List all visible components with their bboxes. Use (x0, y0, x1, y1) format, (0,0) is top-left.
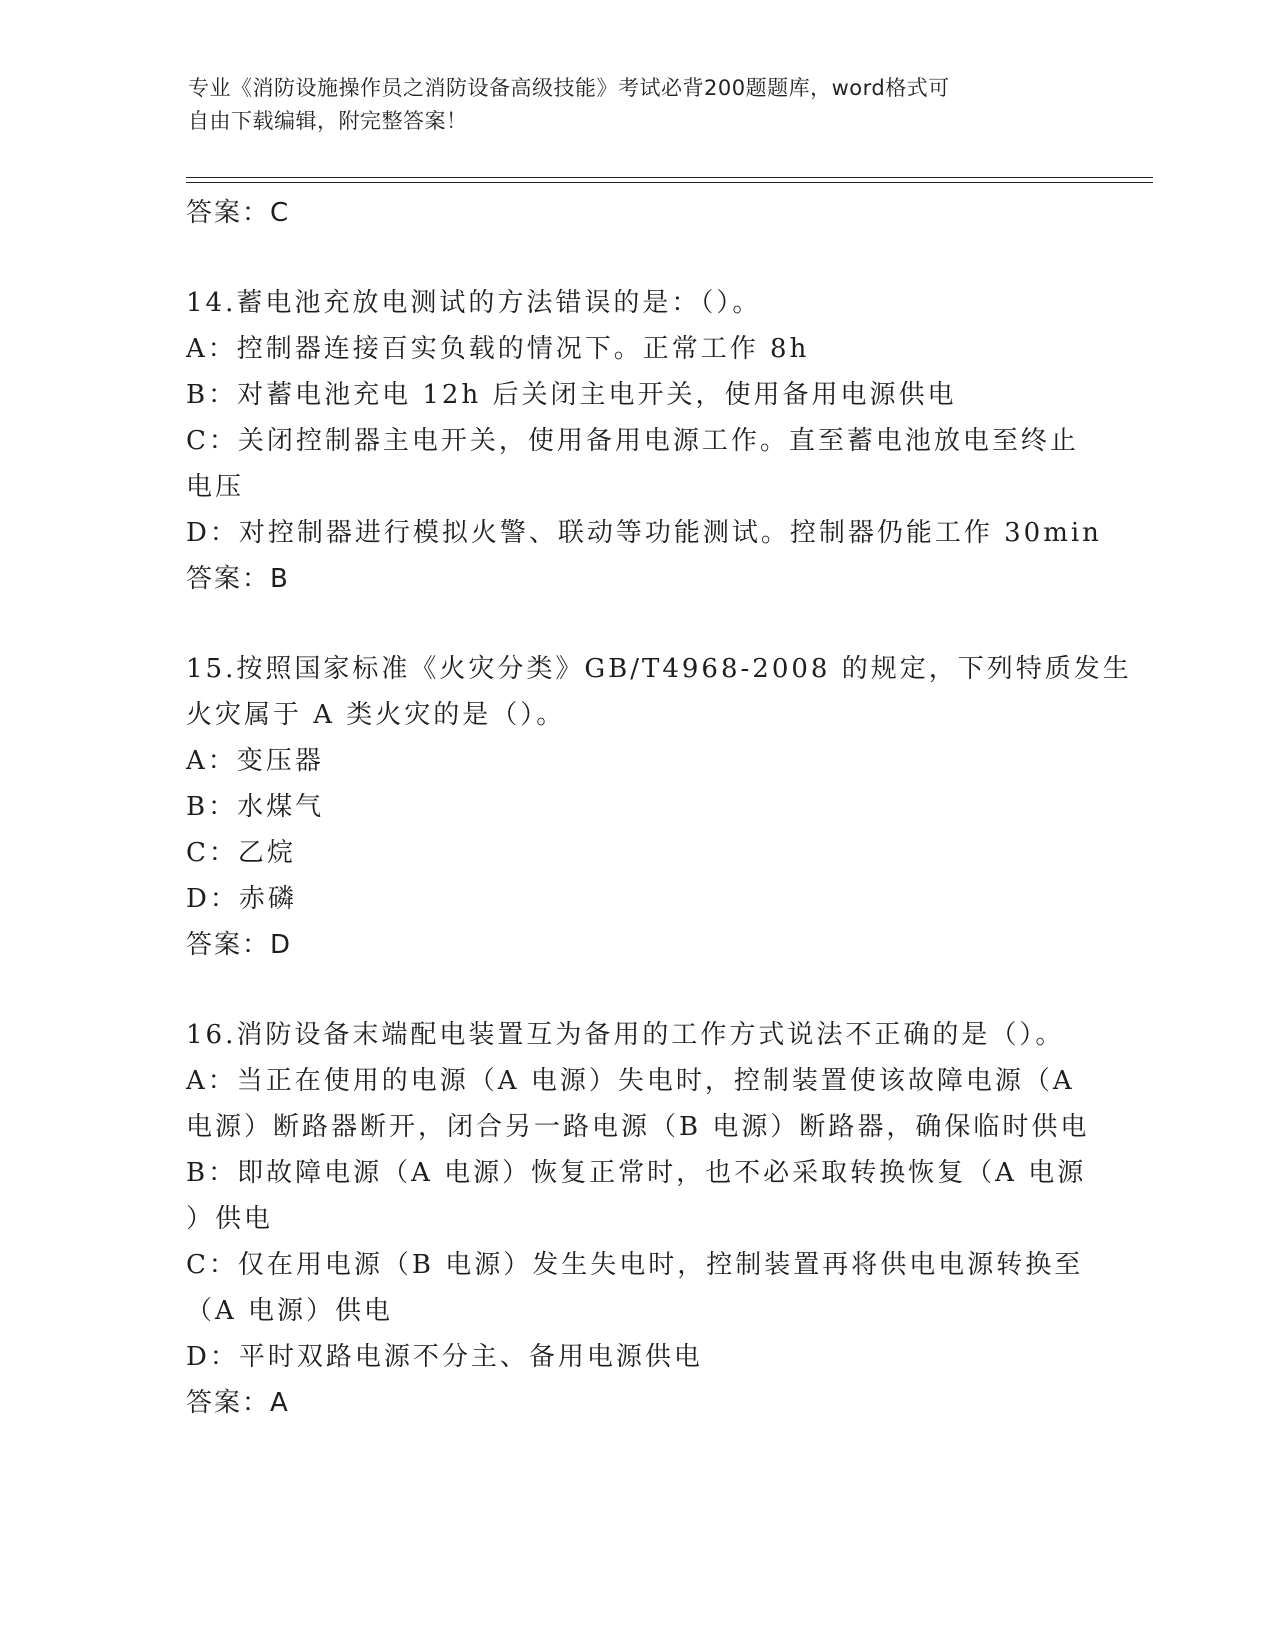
answer: 答案：D (186, 930, 293, 960)
header-line-1: 专业《消防设施操作员之消防设备高级技能》考试必背200题题库，word格式可 (188, 76, 950, 100)
question-15 (186, 646, 1132, 968)
option-d: D：平时双路电源不分主、备用电源供电 (186, 1342, 703, 1372)
header-divider-top (186, 177, 1153, 178)
option-b-continued: ）供电 (186, 1204, 274, 1234)
option-d: D：赤磷 (186, 884, 297, 914)
document-header (188, 72, 1068, 138)
question-16 (186, 1012, 1090, 1426)
question-stem-continued: 火灾属于 A 类火灾的是（）。 (186, 700, 566, 730)
answer: 答案：A (186, 1388, 290, 1418)
question-stem: 15.按照国家标准《火灾分类》GB/T4968-2008 的规定，下列特质发生 (186, 654, 1132, 684)
option-a: A：变压器 (186, 746, 324, 776)
option-c-continued: 电压 (186, 472, 245, 502)
option-a: A：当正在使用的电源（A 电源）失电时，控制装置使该故障电源（A (186, 1066, 1075, 1096)
option-a-continued: 电源）断路器断开，闭合另一路电源（B 电源）断路器，确保临时供电 (186, 1112, 1090, 1142)
option-d: D：对控制器进行模拟火警、联动等功能测试。控制器仍能工作 30min (186, 518, 1102, 548)
question-stem: 16.消防设备末端配电装置互为备用的工作方式说法不正确的是（）。 (186, 1020, 1065, 1050)
option-b: B：即故障电源（A 电源）恢复正常时，也不必采取转换恢复（A 电源 (186, 1158, 1087, 1188)
question-list (186, 190, 1132, 1426)
option-b: B：对蓄电池充电 12h 后关闭主电开关，使用备用电源供电 (186, 380, 957, 410)
question-14 (186, 280, 1102, 602)
option-c: C：乙烷 (186, 838, 296, 868)
answer: 答案：B (186, 564, 290, 594)
option-c: C：仅在用电源（B 电源）发生失电时，控制装置再将供电电源转换至 (186, 1250, 1084, 1280)
previous-answer: 答案：C (186, 198, 291, 228)
header-divider-bottom (186, 182, 1153, 183)
option-c-continued: （A 电源）供电 (186, 1296, 394, 1326)
option-b: B：水煤气 (186, 792, 325, 822)
option-a: A：控制器连接百实负载的情况下。正常工作 8h (186, 334, 810, 364)
question-stem: 14.蓄电池充放电测试的方法错误的是：（）。 (186, 288, 762, 318)
header-line-2: 自由下载编辑，附完整答案！ (188, 109, 468, 133)
option-c: C：关闭控制器主电开关，使用备用电源工作。直至蓄电池放电至终止 (186, 426, 1079, 456)
